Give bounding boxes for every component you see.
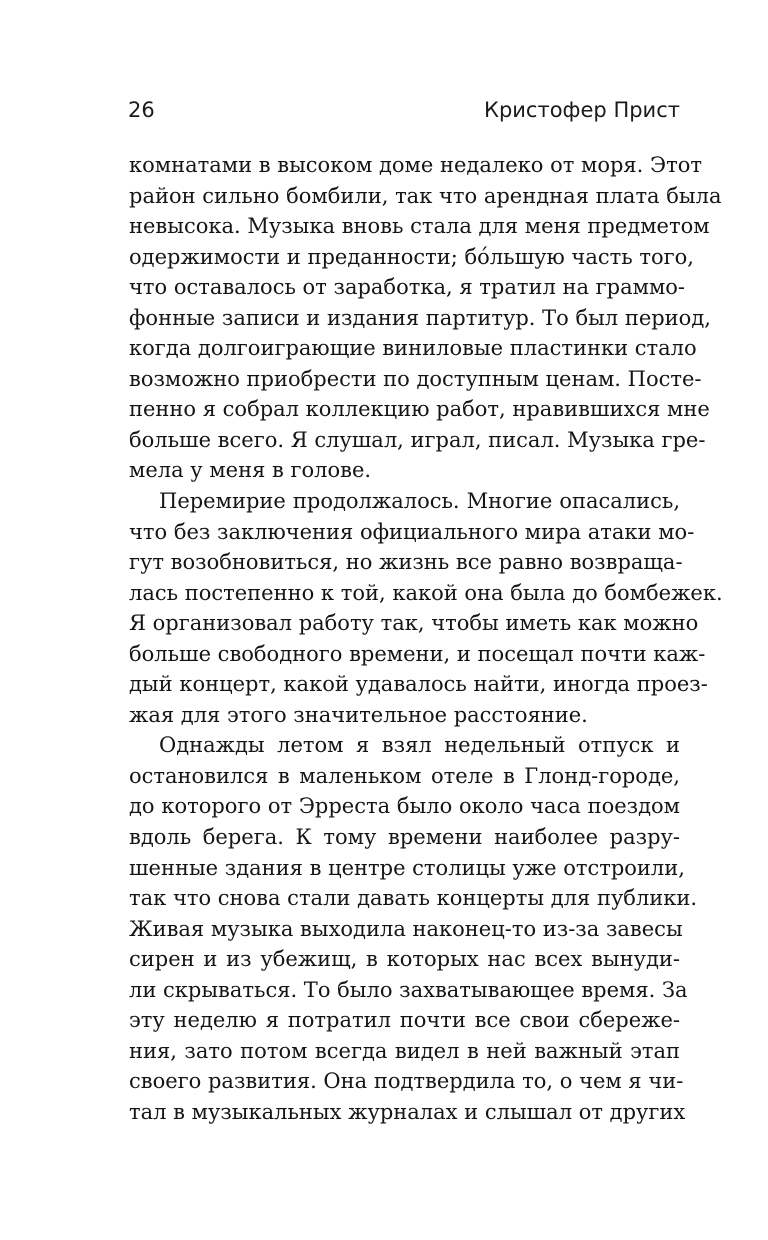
page-number: 26 [128, 98, 155, 122]
text-line: когда долгоиграющие виниловые пластинки стало [129, 336, 697, 361]
text-line: невысока. Музыка вновь стала для меня предметом [129, 214, 710, 239]
text-line: эту неделю я потратил почти все свои сбереже- [129, 1008, 680, 1033]
body-text [129, 150, 723, 1128]
text-line: своего развития. Она подтвердила то, о чем я чи- [129, 1069, 684, 1094]
text-line: больше всего. Я слушал, играл, писал. Музыка гре- [129, 427, 706, 452]
text-line: сирен и из убежищ, в которых нас всех вынуди- [129, 947, 680, 972]
text-line: ния, зато потом всегда видел в ней важный этап [129, 1038, 680, 1063]
text-line: дый концерт, какой удавалось найти, иногда проез- [129, 672, 708, 697]
text-line: Я организовал работу так, чтобы иметь как можно [129, 611, 699, 636]
text-line: тал в музыкальных журналах и слышал от других [129, 1099, 686, 1124]
text-line: гут возобновиться, но жизнь все равно возвраща- [129, 550, 683, 575]
text-line: мела у меня в голове. [129, 458, 372, 483]
text-line: вдоль берега. К тому времени наиболее разру- [129, 825, 680, 850]
paragraph-2 [129, 486, 723, 730]
text-line: шенные здания в центре столицы уже отстроили, [129, 855, 685, 880]
text-line: что оставалось от заработка, я тратил на граммо- [129, 275, 686, 300]
text-line: Однажды летом я взял недельный отпуск и [159, 733, 680, 758]
text-line: фонные записи и издания партитур. То был период, [129, 305, 711, 330]
running-header [128, 98, 680, 134]
text-line: район сильно бомбили, так что арендная плата была [129, 183, 722, 208]
text-line: Перемирие продолжалось. Многие опасались, [159, 489, 680, 514]
text-line: пенно я собрал коллекцию работ, нравившихся мне [129, 397, 710, 422]
paragraph-1 [129, 150, 722, 486]
author-name: Кристофер Прист [484, 98, 680, 122]
text-line: что без заключения официального мира атаки мо- [129, 519, 695, 544]
text-line: лась постепенно к той, какой она была до бомбежек. [129, 580, 723, 605]
text-line: Живая музыка выходила наконец-то из-за завесы [129, 916, 683, 941]
text-line: комнатами в высоком доме недалеко от моря. Этот [129, 153, 702, 177]
text-line: до которого от Эрреста было около часа поездом [129, 794, 680, 819]
text-line: так что снова стали давать концерты для публики. [129, 886, 698, 911]
text-line: остановился в маленьком отеле в Глонд-городе, [129, 763, 680, 788]
text-line: возможно приобрести по доступным ценам. Посте- [129, 366, 702, 391]
text-line: больше свободного времени, и посещал почти каж- [129, 641, 706, 666]
text-line: жая для этого значительное расстояние. [129, 702, 588, 727]
text-line: ли скрываться. То было захватывающее время. За [129, 977, 688, 1002]
paragraph-3 [129, 730, 698, 1127]
text-line: одержимости и преданности; бо́льшую часть того, [129, 244, 694, 269]
